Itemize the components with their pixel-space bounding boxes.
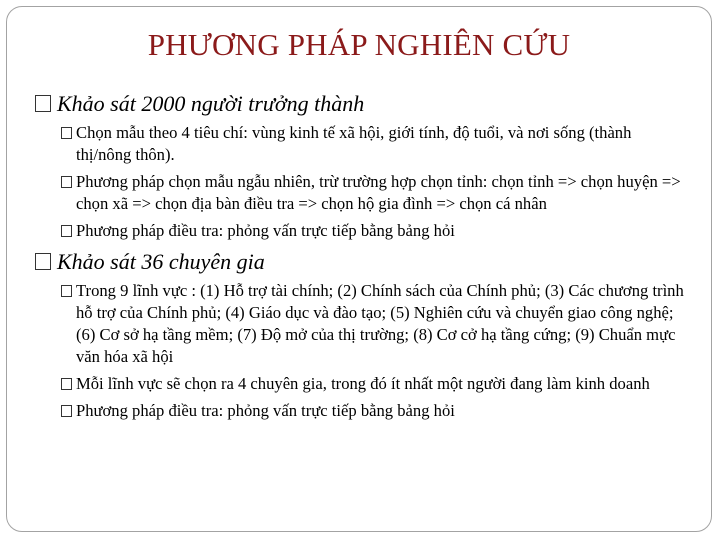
square-bullet-icon	[61, 373, 72, 397]
bullet-item	[61, 373, 689, 395]
section-heading-adult-survey	[35, 89, 689, 119]
bullet-text: Phương pháp điều tra: phỏng vấn trực tiếp bằng bảng hỏi	[76, 401, 455, 420]
bullet-item	[61, 171, 689, 215]
bullet-item	[61, 400, 689, 422]
square-bullet-icon	[61, 400, 72, 424]
bullet-text: Mỗi lĩnh vực sẽ chọn ra 4 chuyên gia, trong đó ít nhất một người đang làm kinh doanh	[76, 374, 650, 393]
bullet-text: Chọn mẫu theo 4 tiêu chí: vùng kinh tế xã hội, giới tính, độ tuổi, và nơi sống (thành thị/nông thôn).	[76, 123, 632, 164]
page-title: PHƯƠNG PHÁP NGHIÊN CỨU	[147, 27, 571, 62]
square-bullet-icon	[61, 171, 72, 195]
square-bullet-icon	[35, 89, 51, 120]
square-bullet-icon	[61, 220, 72, 244]
bullet-text: Phương pháp chọn mẫu ngẫu nhiên, trừ trường hợp chọn tỉnh: chọn tỉnh => chọn huyện => chọn xã => chọn địa bàn điều tra => chọn hộ gia đình => chọn cá nhân	[76, 172, 681, 213]
square-bullet-icon	[35, 247, 51, 278]
square-bullet-icon	[61, 122, 72, 146]
slide-content	[35, 89, 689, 422]
slide	[6, 6, 712, 532]
square-bullet-icon	[61, 280, 72, 304]
bullet-item	[61, 280, 689, 368]
section-heading-text: Khảo sát 2000 người trưởng thành	[57, 91, 365, 116]
section-heading-expert-survey	[35, 247, 689, 277]
bullet-text: Trong 9 lĩnh vực : (1) Hỗ trợ tài chính; (2) Chính sách của Chính phủ; (3) Các chương trình hỗ trợ của Chính phủ; (4) Giáo dục và đào tạo; (5) Nghiên cứu và chuyển giao công nghệ; (6) Cơ sở hạ tầng mềm; (7) Độ mở của thị trường; (8) Cơ cở hạ tầng cứng; (9) Chuẩn mực văn hóa xã hội	[76, 281, 684, 366]
bullet-item	[61, 220, 689, 242]
bullet-item	[61, 122, 689, 166]
section-heading-text: Khảo sát 36 chuyên gia	[57, 249, 265, 274]
bullet-text: Phương pháp điều tra: phỏng vấn trực tiếp bằng bảng hỏi	[76, 221, 455, 240]
